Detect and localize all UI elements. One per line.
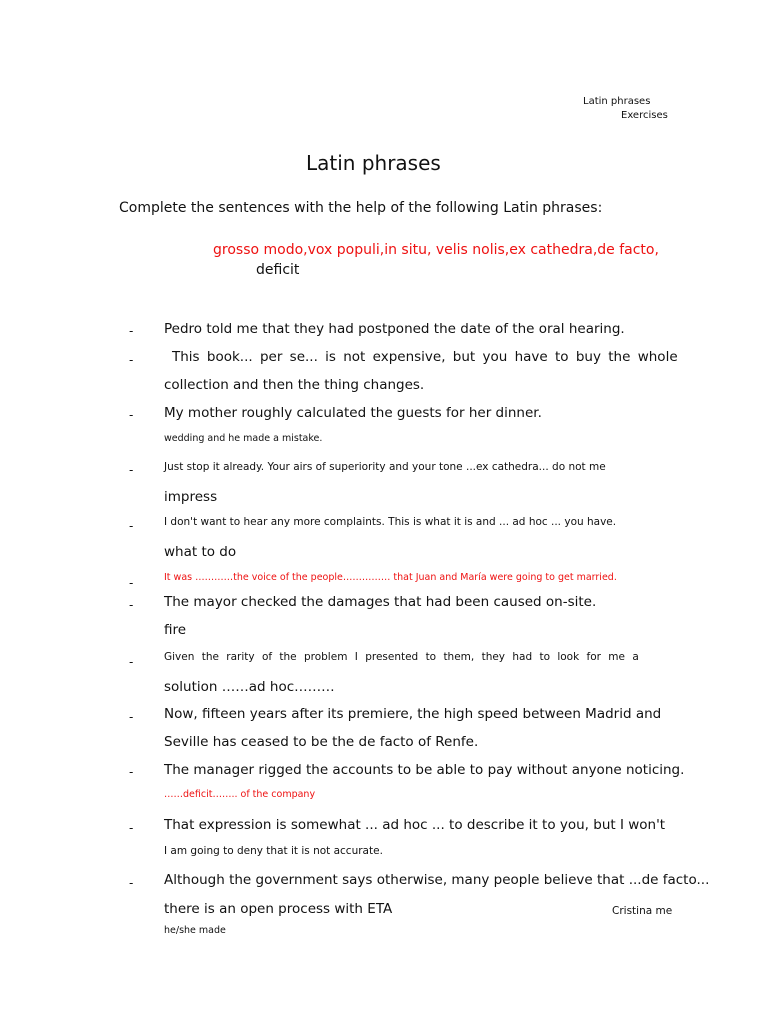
exercise-line: I am going to deny that it is not accurate. xyxy=(164,845,383,857)
instruction-text: Complete the sentences with the help of the following Latin phrases: xyxy=(119,200,603,216)
bullet-dash: - xyxy=(129,710,134,724)
bullet-dash: - xyxy=(129,324,134,338)
bullet-dash: - xyxy=(129,655,134,669)
exercise-line: Although the government says otherwise, many people believe that ...de facto... xyxy=(164,872,710,888)
exercise-line: Seville has ceased to be the de facto of Renfe. xyxy=(164,734,479,750)
exercise-line: The manager rigged the accounts to be able to pay without anyone noticing. xyxy=(164,762,685,778)
bullet-dash: - xyxy=(129,598,134,612)
exercise-line: solution ……ad hoc……… xyxy=(164,679,335,695)
exercise-line: ……deficit…….. of the company xyxy=(164,789,316,800)
exercise-line: Pedro told me that they had postponed the date of the oral hearing. xyxy=(164,321,625,337)
exercise-line: Given the rarity of the problem I presented to them, they had to look for me a xyxy=(164,651,639,663)
exercise-line: Cristina me xyxy=(612,905,673,917)
exercise-line: The mayor checked the damages that had been caused on-site. xyxy=(164,594,597,610)
exercise-line: what to do xyxy=(164,544,237,560)
exercise-line: collection and then the thing changes. xyxy=(164,377,425,393)
exercise-line: wedding and he made a mistake. xyxy=(164,433,323,444)
header-line-2: Exercises xyxy=(621,110,668,121)
bullet-dash: - xyxy=(129,519,134,533)
exercise-line: My mother roughly calculated the guests for her dinner. xyxy=(164,405,542,421)
page-title: Latin phrases xyxy=(306,151,441,175)
exercise-line: It was …………the voice of the people…………… that Juan and María were going to get married. xyxy=(164,572,617,583)
bullet-dash: - xyxy=(129,408,134,422)
exercise-line: Now, fifteen years after its premiere, the high speed between Madrid and xyxy=(164,706,662,722)
exercise-line: fire xyxy=(164,622,187,638)
exercise-line: he/she made xyxy=(164,925,226,936)
exercise-line: there is an open process with ETA xyxy=(164,901,393,917)
bullet-dash: - xyxy=(129,353,134,367)
exercise-text: This book... per se... is not expensive, but you have to buy the whole xyxy=(172,349,678,365)
header-line-1: Latin phrases xyxy=(583,96,651,107)
exercise-line: Just stop it already. Your airs of superiority and your tone ...ex cathedra... do not me xyxy=(164,461,606,473)
exercise-line: impress xyxy=(164,489,218,505)
exercise-line: That expression is somewhat ... ad hoc ... to describe it to you, but I won't xyxy=(164,817,666,833)
exercise-line xyxy=(172,349,678,365)
bullet-dash: - xyxy=(129,765,134,779)
bullet-dash: - xyxy=(129,821,134,835)
exercise-line: I don't want to hear any more complaints. This is what it is and ... ad hoc ... you have. xyxy=(164,516,617,528)
bullet-dash: - xyxy=(129,463,134,477)
phrase-bank-line-1: grosso modo,vox populi,in situ, velis nolis,ex cathedra,de facto, xyxy=(213,242,659,258)
bullet-dash: - xyxy=(129,876,134,890)
phrase-bank-line-2: deficit xyxy=(256,262,300,278)
bullet-dash: - xyxy=(129,576,134,590)
